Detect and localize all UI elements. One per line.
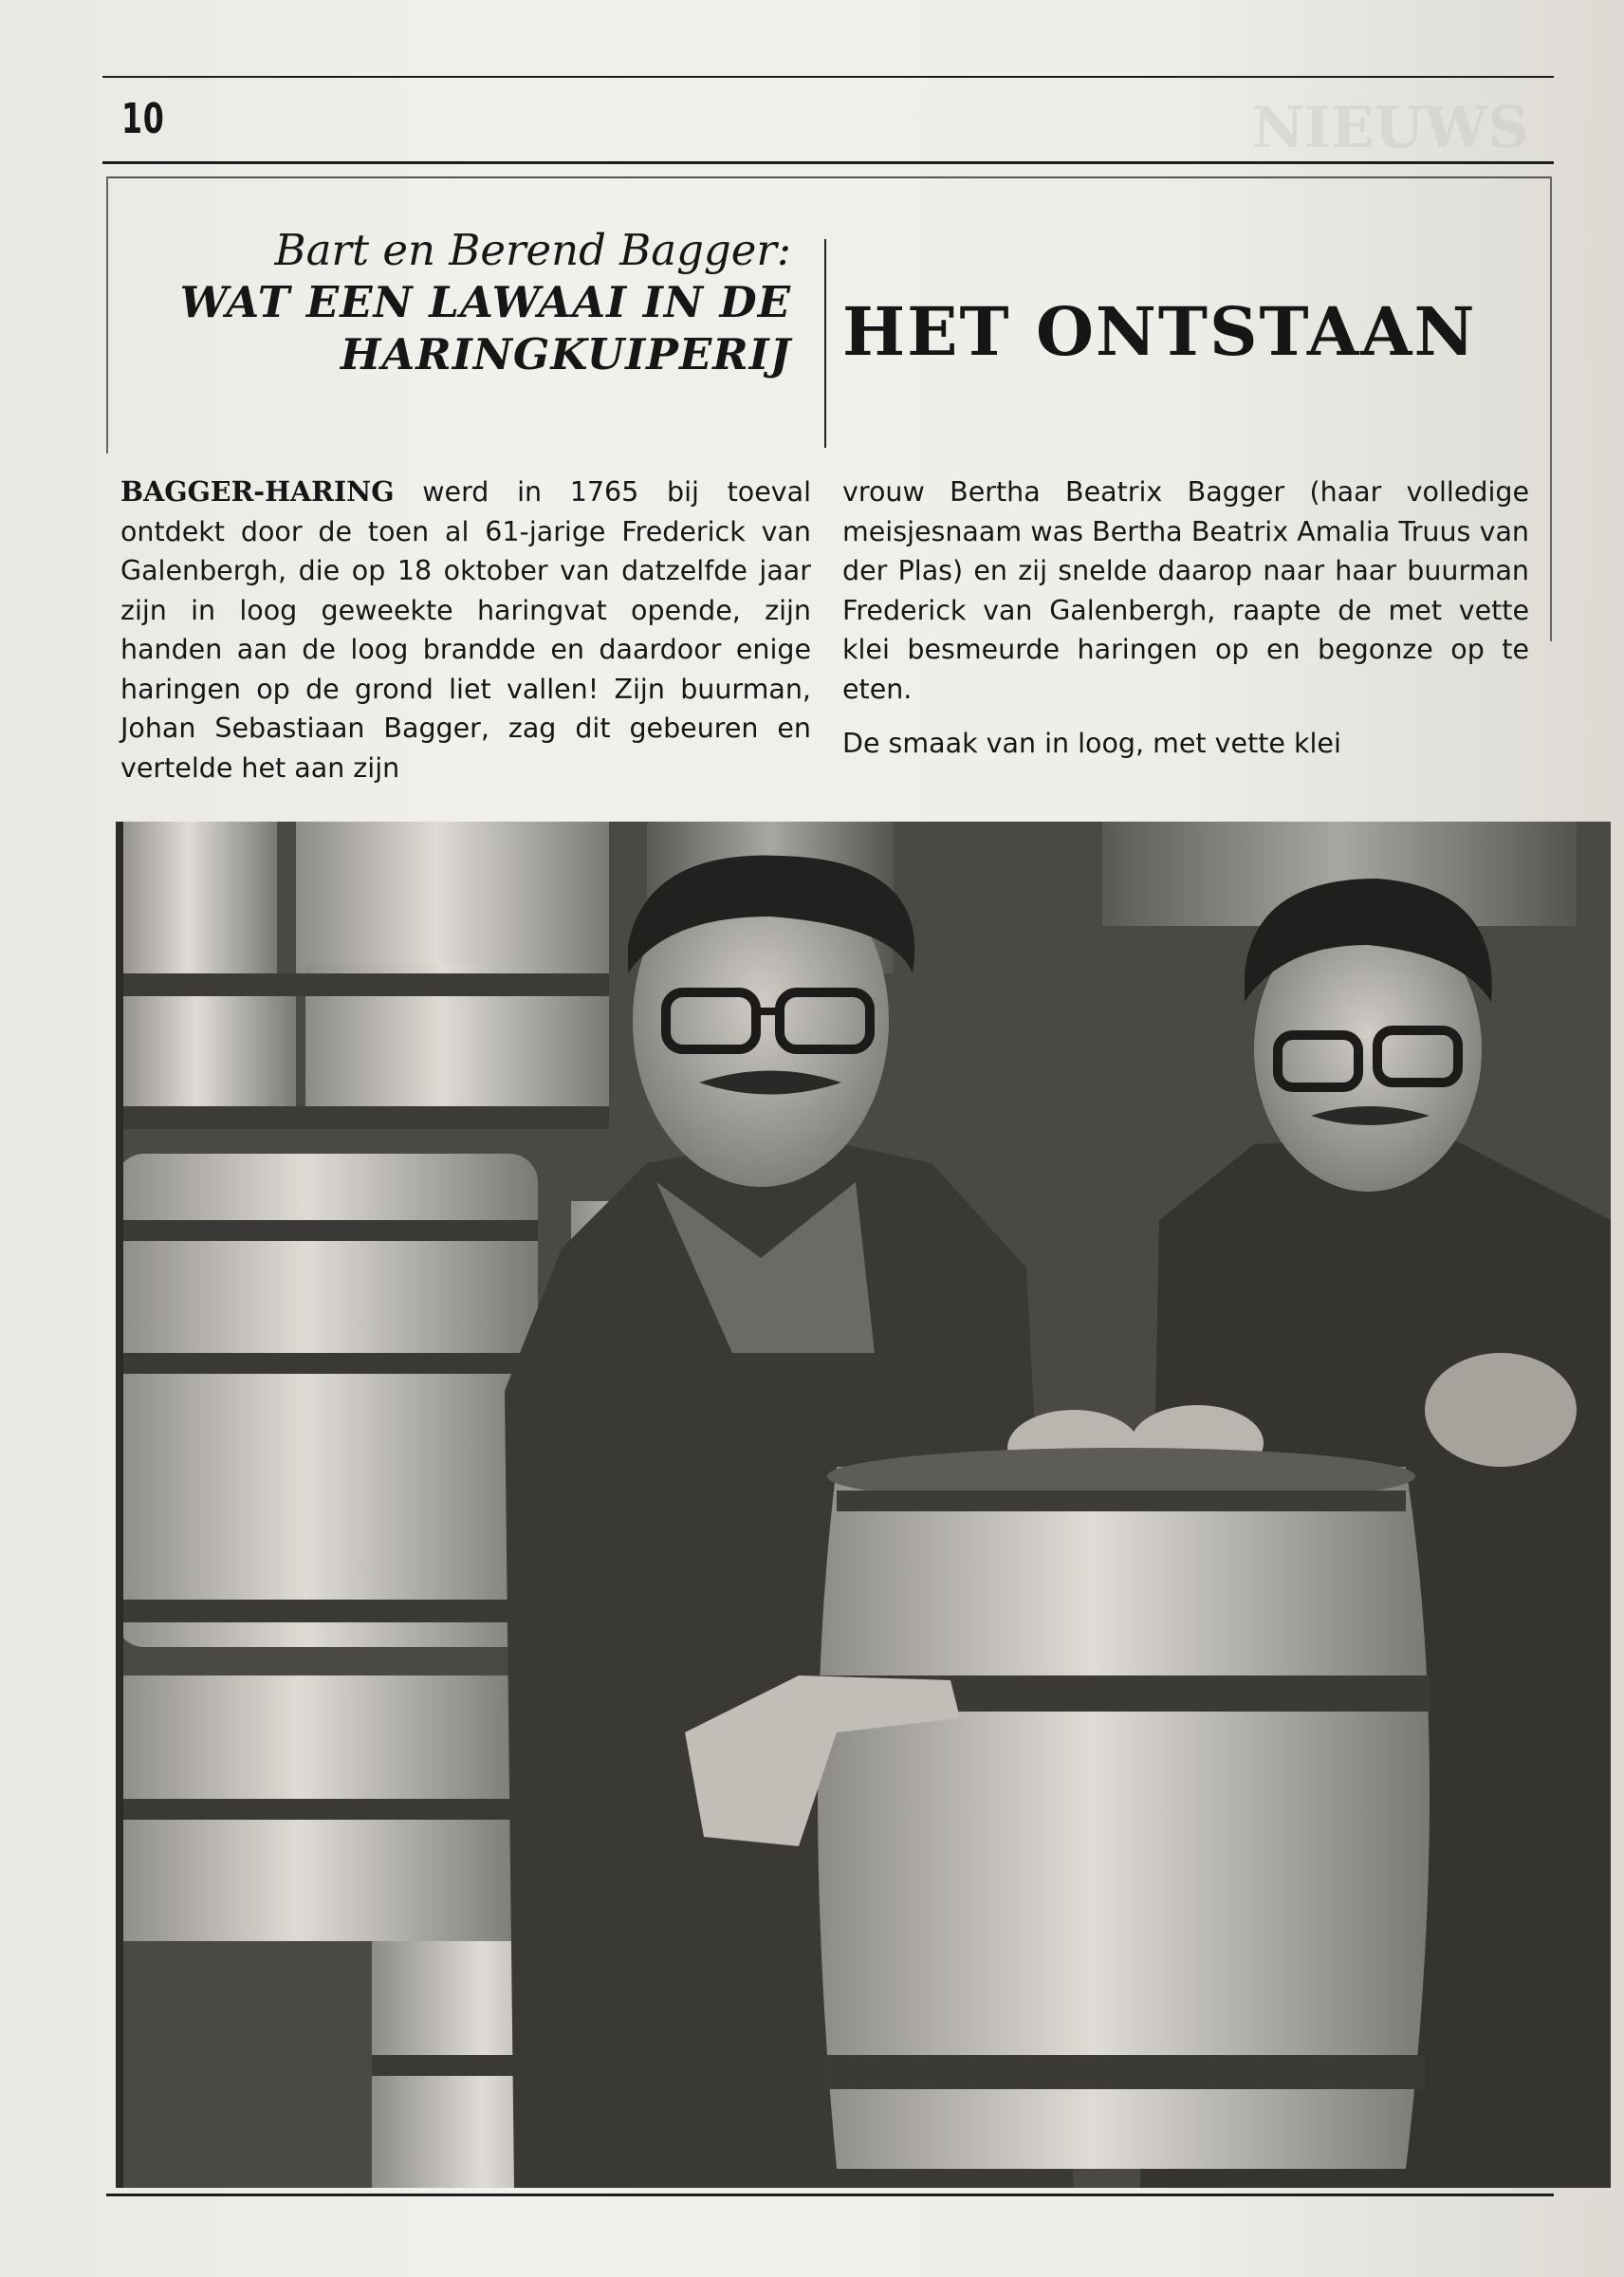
page-number: 10: [121, 95, 165, 143]
body-column-2: [842, 472, 1529, 764]
box-top-rule: [106, 176, 1552, 178]
top-rule: [102, 76, 1554, 78]
body-text-col1: werd in 1765 bij toeval ontdekt door de toen al 61-jarige Frederick van Galenbergh, die op 18 oktober van datzelfde jaar zijn in loog geweekte haringvat opende, zijn handen aan de loog brandde en daardoor enige haringen op de grond liet vallen! Zijn buurman, Johan Sebastiaan Bagger, zag dit gebeuren en vertelde het aan zijn: [120, 476, 811, 784]
body-column-1: [120, 472, 811, 787]
body-paragraph-2: vrouw Bertha Beatrix Bagger (haar volledige meisjesnaam was Bertha Beatrix Amalia Truus van der Plas) en zij snelde daarop naar haar buurman Frederick van Galenbergh, raapte de met vette klei besmeurde haringen op en begonze op te eten.: [842, 476, 1529, 705]
ghost-header: NIEUWS: [1252, 95, 1529, 161]
box-right-rule: [1550, 176, 1552, 641]
lead-word: BAGGER-HARING: [120, 475, 395, 508]
front-barrel: [813, 1448, 1430, 2169]
article-headline: HET ONTSTAAN: [842, 292, 1477, 371]
kicker-line-2: WAT EEN LAWAAI IN DE: [179, 277, 791, 327]
bottom-rule: [106, 2194, 1554, 2196]
kicker-divider: [824, 239, 826, 448]
box-left-rule: [106, 176, 108, 454]
kicker-line-3: HARINGKUIPERIJ: [340, 329, 791, 380]
header-rule: [102, 161, 1554, 164]
article-kicker: [180, 224, 791, 380]
article-photo: [116, 822, 1611, 2188]
photo-illustration: [116, 822, 1611, 2188]
body-paragraph-1: [120, 472, 811, 787]
kicker-line-1: Bart en Berend Bagger:: [274, 225, 791, 275]
body-paragraph-3: De smaak van in loog, met vette klei: [842, 728, 1341, 759]
